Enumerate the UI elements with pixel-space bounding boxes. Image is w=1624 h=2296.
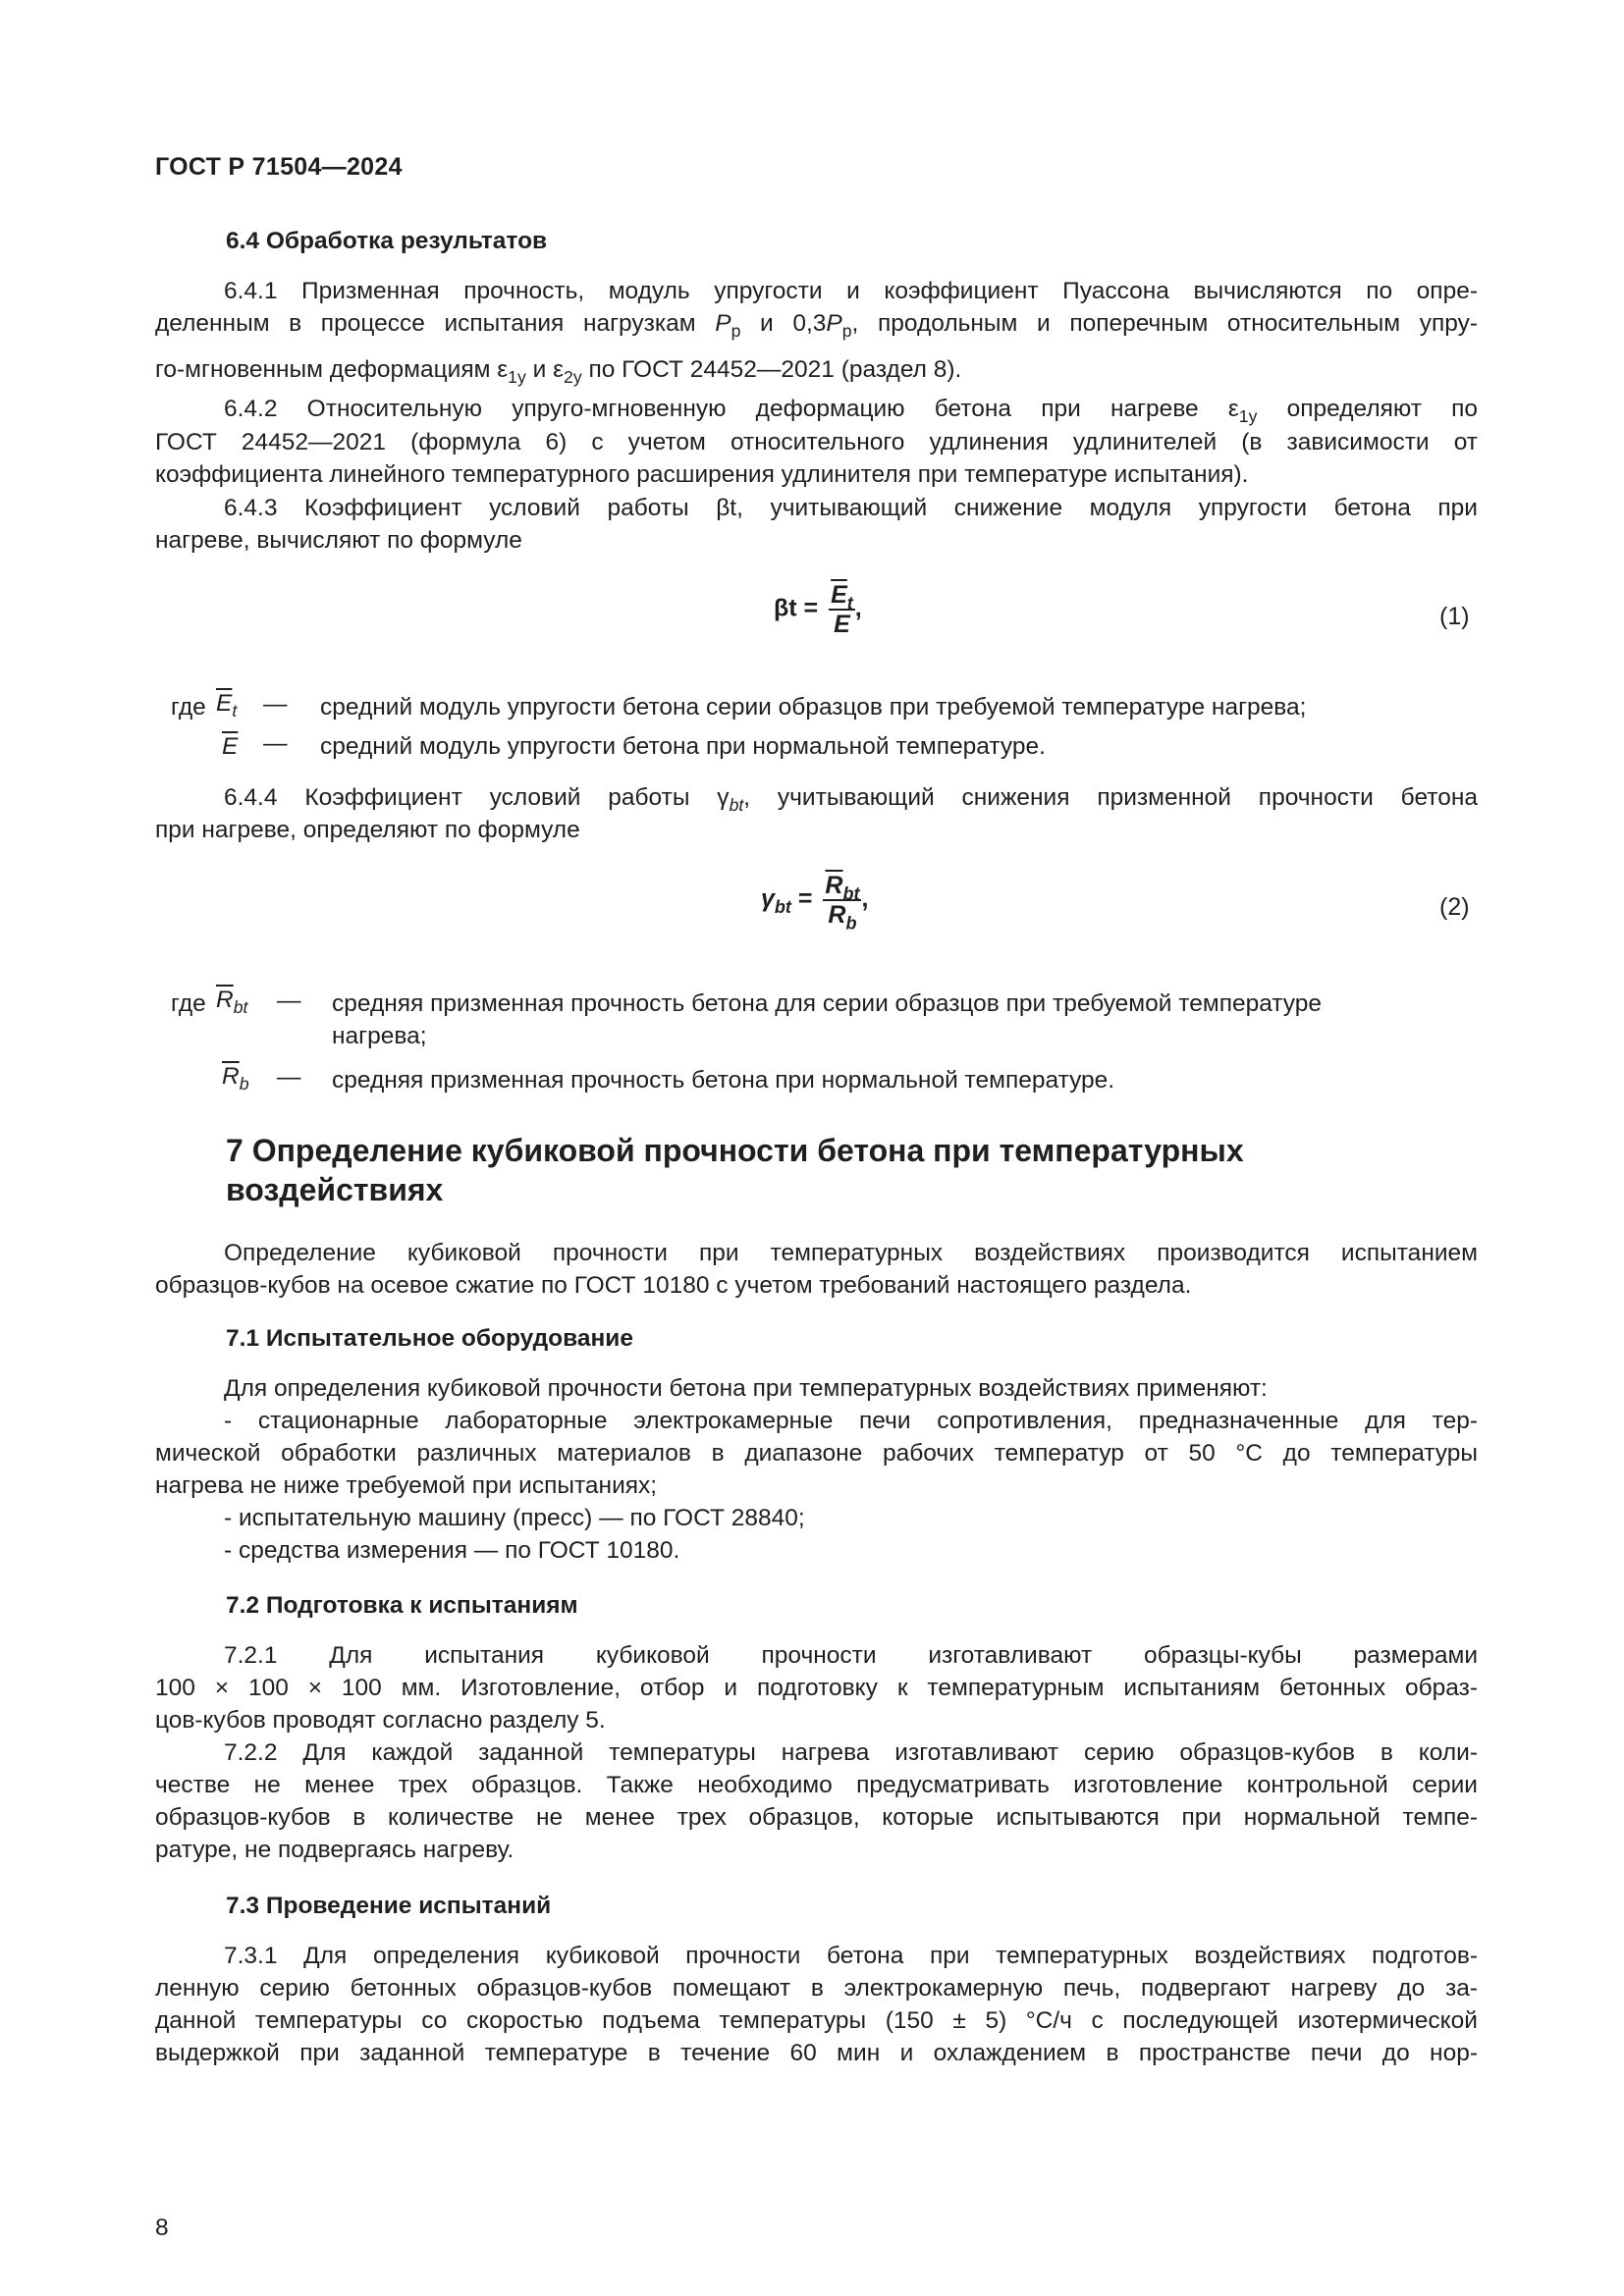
page-number: 8: [155, 2215, 169, 2241]
section-7-title: 7 Определение кубиковой прочности бетона при температурных воздействиях: [226, 1133, 1244, 1207]
p644-line1: 6.4.4 Коэффициент условий работы $\gamma_{bt}$, учитывающий снижения призменной прочности бетона: [224, 784, 1478, 816]
p641-line3: го-мгновенным деформациям $\varepsilon_{1у}$ и $\varepsilon_{2у}$ по ГОСТ 24452—2021 (раздел 8).: [155, 356, 962, 388]
section-7-3-title: 7.3 Проведение испытаний: [226, 1893, 552, 1919]
where-label-2: где: [171, 990, 206, 1017]
formula-2: $\gamma_{bt}$ = $\frac{\overline{R}_{bt}}{\overline{R}_b}$ ,: [761, 872, 869, 934]
p641-line2: деленным в процессе испытания нагрузкам $P_р$ и $0,3P_р$, продольным и поперечным относительным упру-: [155, 310, 1479, 342]
s722-line4: ратуре, не подвергаясь нагреву.: [155, 1837, 514, 1863]
p642-line1: 6.4.2 Относительную упруго-мгновенную деформацию бетона при нагреве $\varepsilon_{1у}$ определяют по: [224, 396, 1479, 427]
s721-line3: цов-кубов проводят согласно разделу 5.: [155, 1707, 606, 1734]
where-text-Rb: средняя призменная прочность бетона при нормальной температуре.: [332, 1067, 1115, 1094]
p641-line1: 6.4.1 Призменная прочность, модуль упругости и коэффициент Пуассона вычисляются по опре-: [224, 278, 1478, 304]
where-symbol-Et: $\overline{E}_t$: [216, 690, 238, 721]
s71-line3: мической обработки различных материалов в диапазоне рабочих температур от 50 °С до температуры: [155, 1440, 1478, 1467]
s731-line3: данной температуры со скоростью подъема температуры (150 ± 5) °С/ч с последующей изотермической: [155, 2007, 1478, 2034]
s722-line1: 7.2.2 Для каждой заданной температуры нагрева изготавливают серию образцов-кубов в коли-: [224, 1739, 1478, 1766]
s731-line2: ленную серию бетонных образцов-кубов помещают в электрокамерную печь, подвергают нагреву до за-: [155, 1975, 1478, 2002]
s722-line2: честве не менее трех образцов. Также необходимо предусматривать изготовление контрольной серии: [155, 1772, 1478, 1798]
p642-line2: ГОСТ 24452—2021 (формула 6) с учетом относительного удлинения удлинителей (в зависимости от: [155, 429, 1478, 455]
where-symbol-E: $\overline{E}$: [222, 733, 239, 760]
p644-line2: при нагреве, определяют по формуле: [155, 817, 580, 843]
s7-intro-line2: образцов-кубов на осевое сжатие по ГОСТ 10180 с учетом требований настоящего раздела.: [155, 1272, 1192, 1299]
formula-1: βt = $\frac{\overline{E}_t}{E}$ ,: [774, 581, 862, 638]
s71-line2: - стационарные лабораторные электрокамерные печи сопротивления, предназначенные для тер-: [224, 1408, 1478, 1434]
where-label-1: где: [171, 694, 206, 721]
where-dash-3: —: [277, 988, 301, 1014]
s731-line1: 7.3.1 Для определения кубиковой прочности бетона при температурных воздействиях подготов-: [224, 1943, 1478, 1969]
where-text-E: средний модуль упругости бетона при нормальной температуре.: [320, 733, 1046, 760]
s71-line4: нагрева не ниже требуемой при испытаниях;: [155, 1472, 658, 1499]
s721-line2: 100 × 100 × 100 мм. Изготовление, отбор и подготовку к температурным испытаниям бетонных образ-: [155, 1675, 1478, 1701]
section-7-2-title: 7.2 Подготовка к испытаниям: [226, 1592, 578, 1619]
where-text-Rbt-line2: нагрева;: [332, 1023, 427, 1049]
s721-line1: 7.2.1 Для испытания кубиковой прочности изготавливают образцы-кубы размерами: [224, 1642, 1478, 1669]
where-symbol-Rbt: $\overline{R}_{bt}$: [216, 987, 248, 1018]
s71-line6: - средства измерения — по ГОСТ 10180.: [224, 1537, 680, 1564]
where-dash-2: —: [263, 730, 288, 757]
where-symbol-Rb: $\overline{R}_b$: [222, 1063, 249, 1095]
where-dash-1: —: [263, 691, 288, 718]
s722-line3: образцов-кубов в количестве не менее трех образцов, которые испытываются при нормальной темпе-: [155, 1804, 1478, 1831]
s731-line4: выдержкой при заданной температуре в течение 60 мин и охлаждением в пространстве печи до нор-: [155, 2040, 1478, 2066]
section-7-1-title: 7.1 Испытательное оборудование: [226, 1325, 633, 1352]
formula-2-number: (2): [1439, 893, 1470, 921]
s71-line5: - испытательную машину (пресс) — по ГОСТ 28840;: [224, 1505, 805, 1531]
where-text-Et: средний модуль упругости бетона серии образцов при требуемой температуре нагрева;: [320, 694, 1307, 721]
where-text-Rbt-line1: средняя призменная прочность бетона для серии образцов при требуемой температуре: [332, 990, 1323, 1017]
p643-line2: нагреве, вычисляют по формуле: [155, 527, 522, 554]
s71-line1: Для определения кубиковой прочности бетона при температурных воздействиях применяют:: [224, 1375, 1268, 1402]
p642-line3: коэффициента линейного температурного расширения удлинителя при температуре испытания).: [155, 461, 1249, 488]
formula-1-number: (1): [1439, 603, 1470, 630]
document-header: ГОСТ Р 71504—2024: [155, 153, 403, 181]
p643-line1: 6.4.3 Коэффициент условий работы βt, учитывающий снижение модуля упругости бетона при: [224, 495, 1478, 521]
where-dash-4: —: [277, 1064, 301, 1091]
s7-intro-line1: Определение кубиковой прочности при температурных воздействиях производится испытанием: [224, 1240, 1478, 1266]
section-6-4-title: 6.4 Обработка результатов: [226, 228, 548, 254]
